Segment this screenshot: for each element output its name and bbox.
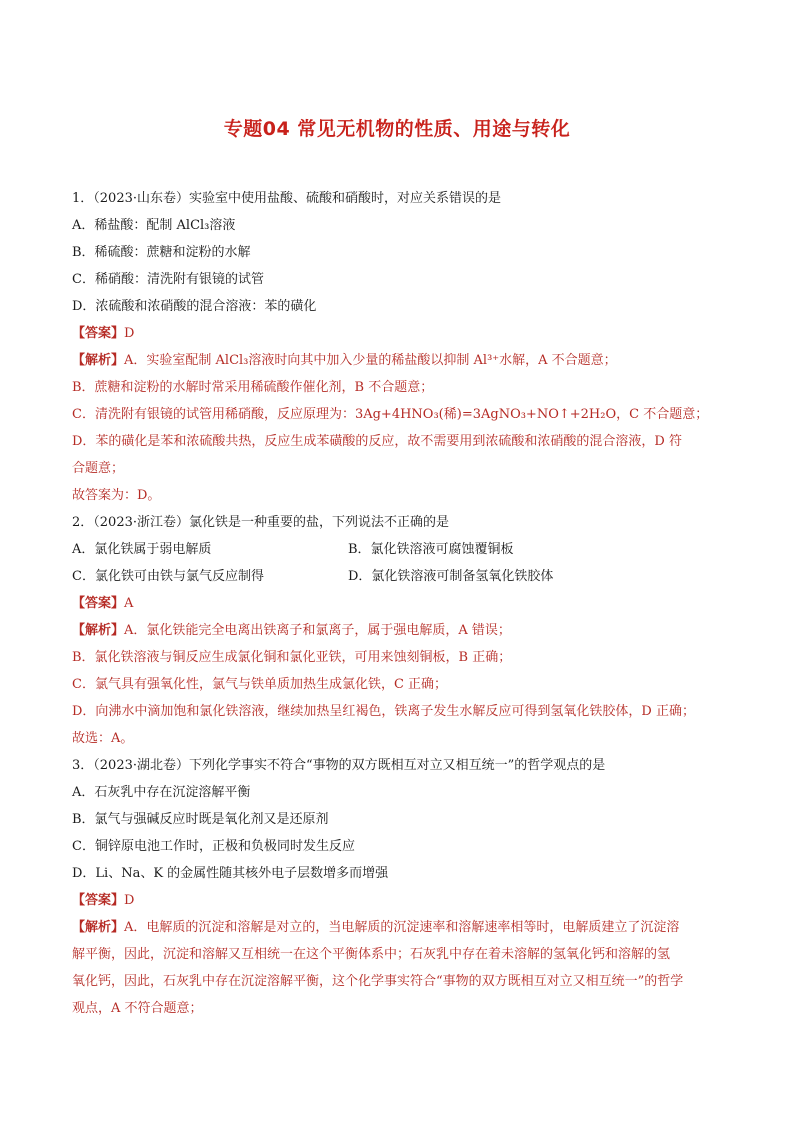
page-title: 专题04 常见无机物的性质、用途与转化: [223, 118, 571, 140]
q2-option-c: C．氯化铁可由铁与氯气反应制得: [72, 569, 264, 584]
q3-stem: 3．（2023·湖北卷）下列化学事实不符合“事物的双方既相互对立又相互统一”的哲学观点的是: [72, 758, 606, 773]
q2-options-row-2: [72, 568, 732, 586]
q1-analysis-a: [72, 352, 732, 370]
q2-option-d: D．氯化铁溶液可制备氢氧化铁胶体: [348, 569, 554, 584]
answer-tag: 【答案】: [72, 326, 125, 341]
q2-conclusion: 故选：A。: [72, 731, 134, 746]
q3-option-a: A．石灰乳中存在沉淀溶解平衡: [72, 785, 251, 800]
answer-value: A: [124, 596, 134, 611]
q2-answer: [72, 595, 732, 613]
q3-analysis-1: [72, 919, 732, 937]
answer-value: D: [124, 326, 135, 341]
q1-answer: [72, 325, 732, 343]
q2-option-a: A．氯化铁属于弱电解质: [72, 542, 212, 557]
q1-option-c: C．稀硝酸：清洗附有银镜的试管: [72, 272, 264, 287]
q2-analysis-b: B．氯化铁溶液与铜反应生成氯化铜和氯化亚铁，可用来蚀刻铜板，B 正确；: [72, 650, 512, 665]
analysis-tag: 【解析】: [72, 920, 125, 935]
q1-conclusion: 故答案为：D。: [72, 488, 161, 503]
q2-option-b: B．氯化铁溶液可腐蚀覆铜板: [348, 542, 514, 557]
q3-option-d: D．Li、Na、K 的金属性随其核外电子层数增多而增强: [72, 866, 389, 881]
q3-analysis-4: 观点，A 不符合题意；: [72, 1001, 203, 1016]
answer-value: D: [124, 893, 135, 908]
q1-option-a: A．稀盐酸：配制 AlCl₃溶液: [72, 218, 236, 233]
q2-analysis-c: C．氯气具有强氧化性，氯气与铁单质加热生成氯化铁，C 正确；: [72, 677, 448, 692]
q3-option-b: B．氯气与强碱反应时既是氧化剂又是还原剂: [72, 812, 329, 827]
q3-analysis-3: 氧化钙，因此，石灰乳中存在沉淀溶解平衡，这个化学事实符合“事物的双方既相互对立又相互统一”的哲学: [72, 974, 684, 989]
q1-option-d: D．浓硫酸和浓硝酸的混合溶液：苯的磺化: [72, 299, 317, 314]
q3-option-c: C．铜锌原电池工作时，正极和负极同时发生反应: [72, 839, 355, 854]
answer-tag: 【答案】: [72, 596, 125, 611]
q2-options-row-1: [72, 541, 732, 559]
q1-analysis-c: C．清洗附有银镜的试管用稀硝酸，反应原理为：3Ag+4HNO₃(稀)=3AgNO₃+NO↑+2H₂O，C 不合题意；: [72, 407, 709, 422]
q3-analysis-2: 解平衡，因此，沉淀和溶解又互相统一在这个平衡体系中；石灰乳中存在着未溶解的氢氧化钙和溶解的氢: [72, 947, 671, 962]
q2-analysis-d: D．向沸水中滴加饱和氯化铁溶液，继续加热呈红褐色，铁离子发生水解反应可得到氢氧化铁胶体，D 正确；: [72, 704, 695, 719]
q1-analysis-b: B．蔗糖和淀粉的水解时常采用稀硫酸作催化剂，B 不合题意；: [72, 380, 434, 395]
q1-stem: 1．（2023·山东卷）实验室中使用盐酸、硫酸和硝酸时，对应关系错误的是: [72, 191, 501, 206]
q3-answer: [72, 892, 732, 910]
analysis-text: A．氯化铁能完全电离出铁离子和氯离子，属于强电解质，A 错误；: [124, 623, 511, 638]
q1-analysis-d1: D．苯的磺化是苯和浓硫酸共热，反应生成苯磺酸的反应，故不需要用到浓硫酸和浓硝酸的混合溶液，D 符: [72, 434, 682, 449]
analysis-text: A．实验室配制 AlCl₃溶液时向其中加入少量的稀盐酸以抑制 Al³⁺水解，A 不合题意；: [124, 353, 617, 368]
analysis-text: A．电解质的沉淀和溶解是对立的，当电解质的沉淀速率和溶解速率相等时，电解质建立了沉淀溶: [124, 920, 680, 935]
analysis-tag: 【解析】: [72, 353, 125, 368]
analysis-tag: 【解析】: [72, 623, 125, 638]
q1-analysis-d2: 合题意；: [72, 461, 125, 476]
q2-analysis-a: [72, 622, 732, 640]
q1-option-b: B．稀硫酸：蔗糖和淀粉的水解: [72, 245, 251, 260]
answer-tag: 【答案】: [72, 893, 125, 908]
q2-stem: 2．（2023·浙江卷）氯化铁是一种重要的盐，下列说法不正确的是: [72, 515, 449, 530]
